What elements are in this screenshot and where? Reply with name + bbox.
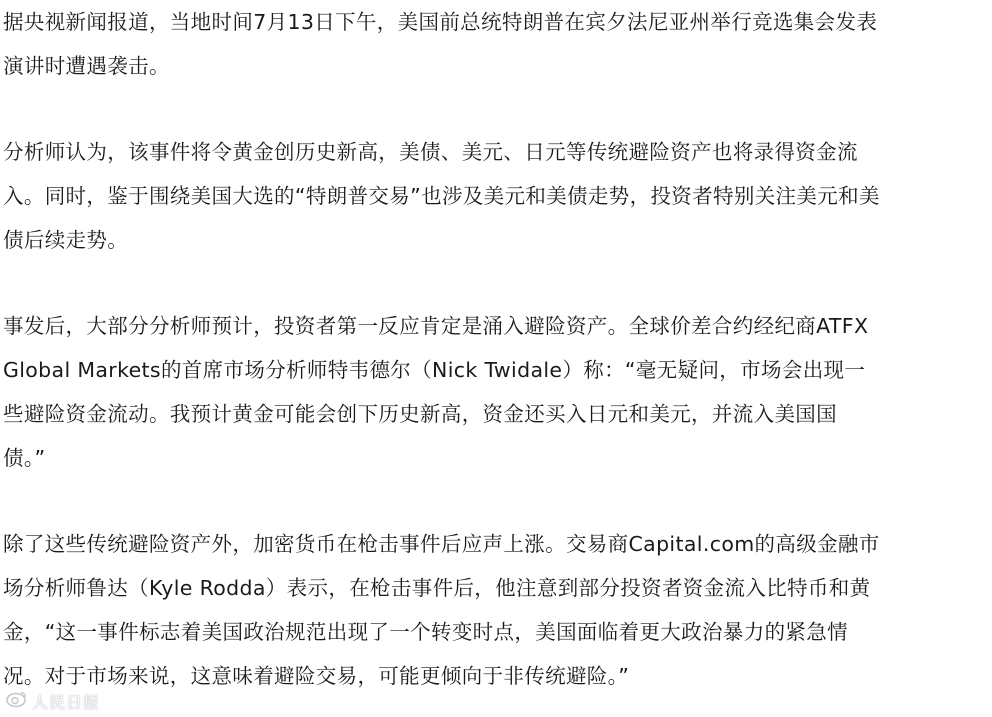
watermark-text: 人民日报 <box>32 692 101 712</box>
paragraph-3-line-4: 债。” <box>3 446 46 470</box>
paragraph-4-line-4: 况。对于市场来说，这意味着避险交易，可能更倾向于非传统避险。” <box>3 664 630 688</box>
paragraph-1-line-2: 演讲时遭遇袭击。 <box>3 54 170 78</box>
watermark <box>6 688 100 714</box>
paragraph-3-line-3: 些避险资金流动。我预计黄金可能会创下历史新高，资金还买入日元和美元，并流入美国国 <box>3 402 837 426</box>
paragraph-3-line-2: Global Markets的首席市场分析师特韦德尔（Nick Twidale）称：“毫无疑问，市场会出现一 <box>3 358 866 382</box>
paragraph-2-line-1: 分析师认为，该事件将令黄金创历史新高，美债、美元、日元等传统避险资产也将录得资金流 <box>3 140 858 164</box>
paragraph-2-line-3: 债后续走势。 <box>3 228 129 252</box>
paragraph-4-line-1: 除了这些传统避险资产外，加密货币在枪击事件后应声上涨。交易商Capital.com的高级金融市 <box>3 532 880 556</box>
paragraph-3-line-1: 事发后，大部分分析师预计，投资者第一反应肯定是涌入避险资产。全球价差合约经纪商ATFX <box>3 314 869 338</box>
paragraph-4-line-2: 场分析师鲁达（Kyle Rodda）表示，在枪击事件后，他注意到部分投资者资金流入比特币和黄 <box>3 576 871 600</box>
paragraph-4-line-3: 金，“这一事件标志着美国政治规范出现了一个转变时点，美国面临着更大政治暴力的紧急情 <box>3 620 848 644</box>
paragraph-2-line-2: 入。同时，鉴于围绕美国大选的“特朗普交易”也涉及美元和美债走势，投资者特别关注美元和美 <box>3 184 880 208</box>
weibo-eye-icon <box>6 690 28 712</box>
paragraph-1-line-1: 据央视新闻报道，当地时间7月13日下午，美国前总统特朗普在宾夕法尼亚州举行竞选集会发表 <box>3 10 878 34</box>
